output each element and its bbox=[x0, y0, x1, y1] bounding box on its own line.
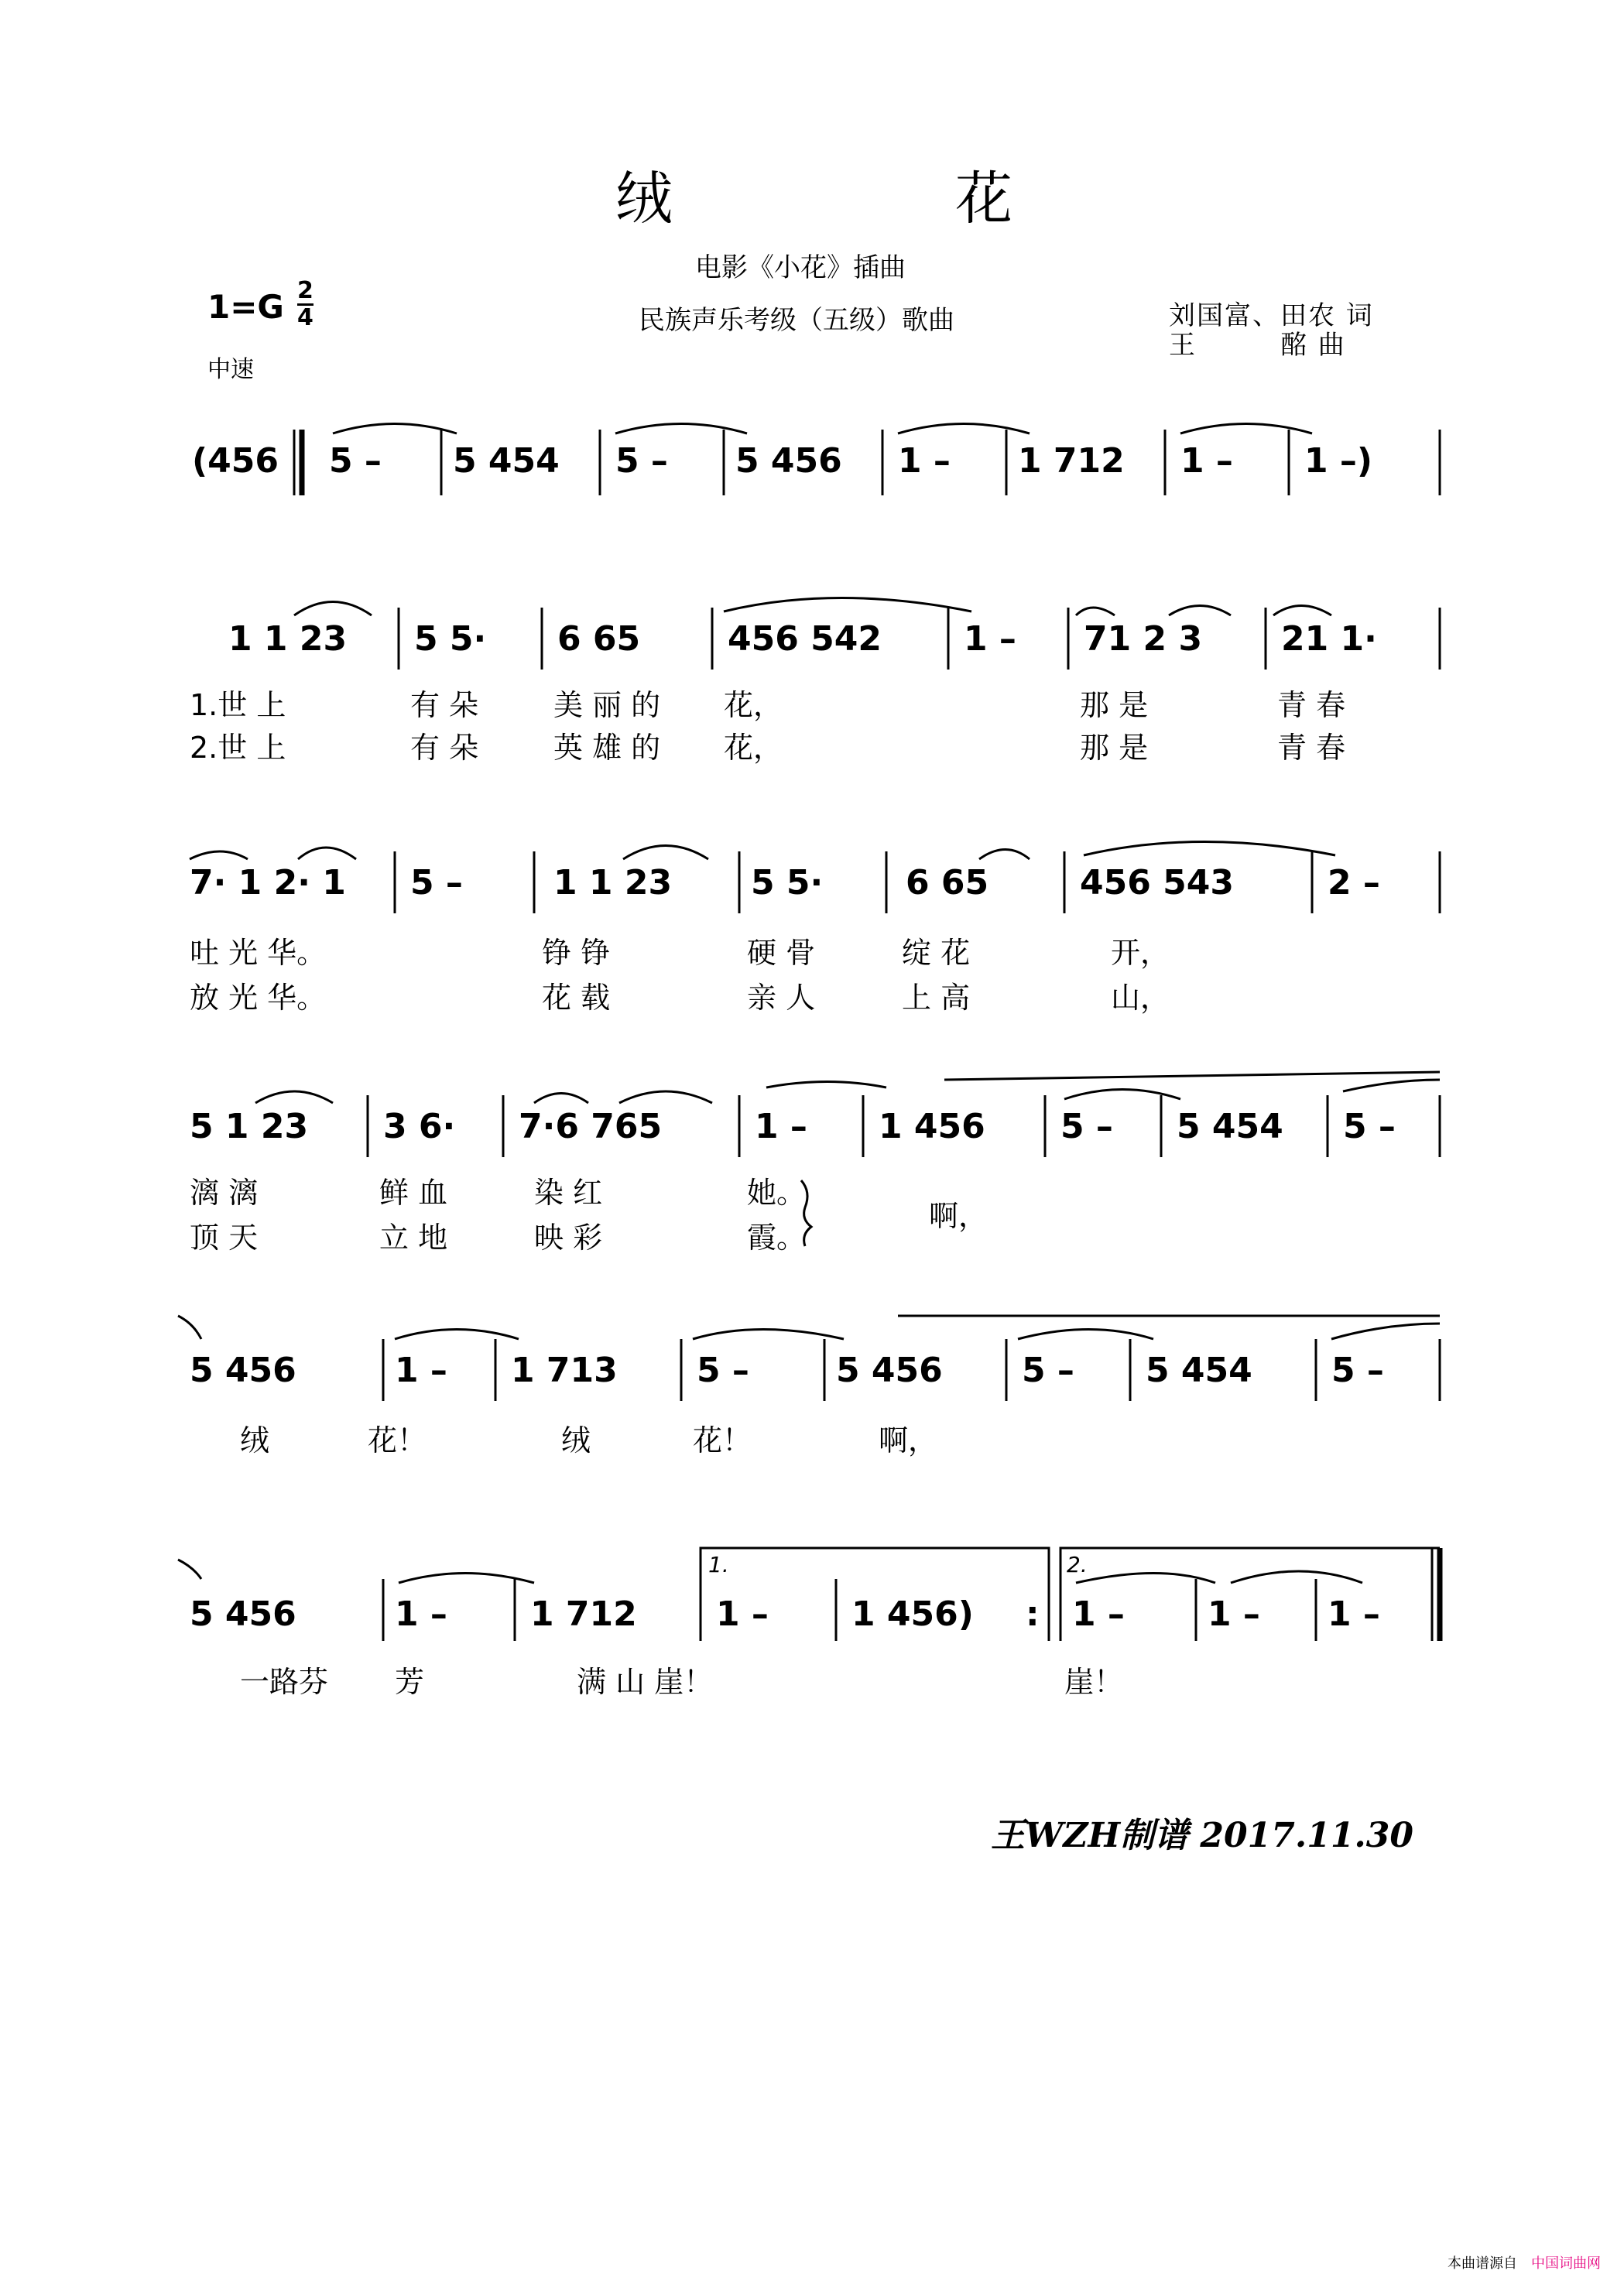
measure: 7· 1 2· 1 bbox=[190, 863, 346, 902]
measure: 1 – bbox=[964, 619, 1016, 659]
composer-credit: 王 酩 曲 bbox=[1169, 330, 1346, 361]
lyric: 上 高 bbox=[902, 981, 971, 1015]
subtitle-grade: 民族声乐考级（五级）歌曲 bbox=[639, 305, 954, 336]
measure: 1 – bbox=[1072, 1594, 1125, 1634]
time-top: 2 bbox=[297, 277, 313, 304]
lyric: 2.世 上 bbox=[190, 731, 286, 765]
measure: 1 – bbox=[898, 441, 951, 481]
measure: 5 – bbox=[329, 441, 382, 481]
lyric: 开， bbox=[1111, 936, 1170, 970]
lyric: 英 雄 的 bbox=[553, 731, 661, 765]
lyric: 山， bbox=[1111, 981, 1170, 1015]
lyric: 绒 bbox=[240, 1423, 270, 1457]
measure: 5 456 bbox=[190, 1351, 296, 1390]
measure: 5 454 bbox=[1146, 1351, 1252, 1390]
lyric: 霞。 bbox=[747, 1221, 807, 1255]
measure: 5 456 bbox=[190, 1594, 296, 1634]
measure: 5 – bbox=[410, 863, 463, 902]
measure: 5 – bbox=[1343, 1107, 1396, 1146]
footer-source-label: 本曲谱源自 bbox=[1448, 2255, 1517, 2272]
lyric: 一路芬 bbox=[240, 1665, 329, 1699]
measure: 5 454 bbox=[1177, 1107, 1283, 1146]
lyric: 漓 漓 bbox=[190, 1176, 259, 1210]
measure: 1 1 23 bbox=[228, 619, 348, 659]
measure: 5 – bbox=[697, 1351, 749, 1390]
lyric: 放 光 华。 bbox=[190, 981, 327, 1015]
lyric: 满 山 崖！ bbox=[577, 1665, 714, 1699]
measure: 71 2 3 bbox=[1084, 619, 1203, 659]
lyric: 1.世 上 bbox=[190, 688, 286, 722]
measure: 5 456 bbox=[836, 1351, 943, 1390]
repeat-end-sign: : bbox=[1026, 1594, 1040, 1634]
measure: 2 – bbox=[1328, 863, 1380, 902]
lyric: 花， bbox=[724, 731, 783, 765]
title-char-1: 绒 bbox=[615, 166, 673, 232]
measure: 5 456 bbox=[735, 441, 842, 481]
lyric: 映 彩 bbox=[534, 1221, 603, 1255]
lyric: 那 是 bbox=[1080, 731, 1149, 765]
title-char-2: 花 bbox=[955, 166, 1012, 232]
lyric: 啊， bbox=[879, 1423, 938, 1457]
transcriber-signature: 王WZH制谱 2017.11.30 bbox=[991, 1816, 1413, 1855]
lyric: 青 春 bbox=[1277, 731, 1346, 765]
lyric: 绽 花 bbox=[902, 936, 971, 970]
measure: 3 6· bbox=[383, 1107, 456, 1146]
lyric: 有 朵 bbox=[410, 731, 479, 765]
lyric: 花， bbox=[724, 688, 783, 722]
measure: 5 1 23 bbox=[190, 1107, 309, 1146]
measure: 1 456 bbox=[879, 1107, 985, 1146]
measure: 1 –) bbox=[1304, 441, 1373, 481]
lyric: 啊， bbox=[929, 1199, 988, 1233]
lyric: 花！ bbox=[368, 1423, 427, 1457]
lyric: 绒 bbox=[561, 1423, 591, 1457]
measure: 6 65 bbox=[906, 863, 989, 902]
measure: 5 – bbox=[615, 441, 668, 481]
volta-1-label: 1. bbox=[708, 1552, 729, 1577]
lyric: 吐 光 华。 bbox=[190, 936, 327, 970]
lyric: 美 丽 的 bbox=[553, 688, 661, 722]
lyric: 青 春 bbox=[1277, 688, 1346, 722]
lyric: 染 红 bbox=[534, 1176, 603, 1210]
lyric: 立 地 bbox=[379, 1221, 448, 1255]
measure: 1 712 bbox=[530, 1594, 637, 1634]
volta-2-label: 2. bbox=[1067, 1552, 1088, 1577]
measure: 456 542 bbox=[728, 619, 882, 659]
lyric: 她。 bbox=[747, 1176, 807, 1210]
measure: 1 – bbox=[755, 1107, 807, 1146]
measure: 1 – bbox=[395, 1351, 447, 1390]
key-signature: 1=G bbox=[207, 288, 284, 326]
lyric: 硬 骨 bbox=[747, 936, 816, 970]
lyric: 花！ bbox=[693, 1423, 752, 1457]
lyric: 亲 人 bbox=[747, 981, 816, 1015]
measure: 5 5· bbox=[751, 863, 824, 902]
lyric: 崖！ bbox=[1064, 1665, 1124, 1699]
lyric: 铮 铮 bbox=[542, 936, 611, 970]
measure: 1 712 bbox=[1018, 441, 1125, 481]
measure: 1 – bbox=[1328, 1594, 1380, 1634]
measure: 5 – bbox=[1022, 1351, 1074, 1390]
measure: 1 – bbox=[716, 1594, 769, 1634]
measure: 456 543 bbox=[1080, 863, 1235, 902]
measure: 1 – bbox=[1180, 441, 1233, 481]
time-signature bbox=[297, 279, 313, 331]
measure: 5 454 bbox=[453, 441, 560, 481]
measure: 21 1· bbox=[1281, 619, 1377, 659]
measure: 7·6 765 bbox=[519, 1107, 663, 1146]
measure: 5 5· bbox=[414, 619, 487, 659]
lyric: 有 朵 bbox=[410, 688, 479, 722]
lyric: 那 是 bbox=[1080, 688, 1149, 722]
measure: 1 713 bbox=[511, 1351, 618, 1390]
lyric: 顶 天 bbox=[190, 1221, 259, 1255]
measure: 1 – bbox=[395, 1594, 447, 1634]
footer-site-name[interactable]: 中国词曲网 bbox=[1531, 2255, 1601, 2272]
measure: 6 65 bbox=[557, 619, 641, 659]
subtitle: 电影《小花》插曲 bbox=[695, 252, 906, 283]
lyric: 花 载 bbox=[542, 981, 611, 1015]
measure: 5 – bbox=[1060, 1107, 1113, 1146]
measure: 1 – bbox=[1208, 1594, 1260, 1634]
measure: 1 456) bbox=[851, 1594, 974, 1634]
lyric: 芳 bbox=[395, 1665, 425, 1699]
lyricist-credit: 刘国富、田农 词 bbox=[1169, 300, 1374, 331]
measure: (456 bbox=[192, 441, 279, 481]
time-bottom: 4 bbox=[297, 304, 313, 331]
tempo-mark: 中速 bbox=[207, 356, 254, 383]
measure: 5 – bbox=[1331, 1351, 1384, 1390]
lyric: 鲜 血 bbox=[379, 1176, 448, 1210]
measure: 1 1 23 bbox=[553, 863, 673, 902]
